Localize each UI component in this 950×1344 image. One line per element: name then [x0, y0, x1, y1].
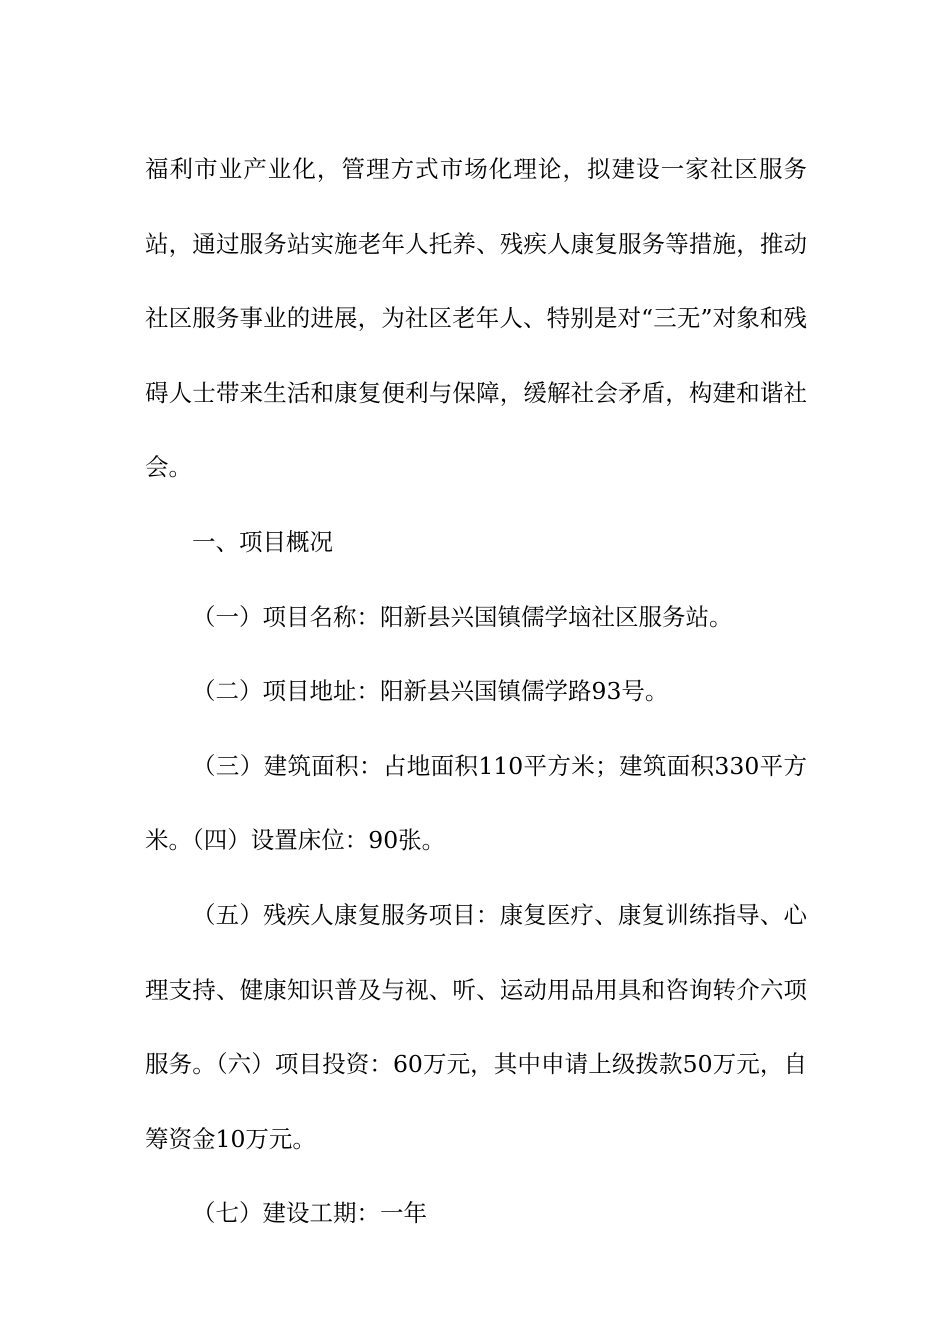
- section-heading-project-overview: 一、项目概况: [192, 527, 333, 556]
- item-project-name: （一）项目名称：阳新县兴国镇儒学垴社区服务站。: [192, 602, 733, 631]
- item-building-area: （三）建筑面积：占地面积110平方米；建筑面积330平方米。（四）设置床位：90张。: [145, 751, 807, 855]
- item-construction-period: （七）建设工期：一年: [192, 1199, 427, 1228]
- paragraph-intro-continued: 福利市业产业化，管理方式市场化理论，拟建设一家社区服务站，通过服务站实施老年人托养、残疾人康复服务等措施，推动社区服务事业的进展，为社区老年人、特别是对“三无”对象和残碍人士带来生活和康复便利与保障，缓解社会矛盾，构建和谐社会。: [145, 155, 807, 482]
- item-rehab-services: （五）残疾人康复服务项目：康复医疗、康复训练指导、心理支持、健康知识普及与视、听、运动用品用具和咨询转介六项服务。（六）项目投资：60万元，其中申请上级拨款50万元，自筹资金10万元。: [145, 900, 807, 1153]
- item-project-address: （二）项目地址：阳新县兴国镇儒学路93号。: [192, 677, 669, 706]
- document-body: [145, 132, 807, 1251]
